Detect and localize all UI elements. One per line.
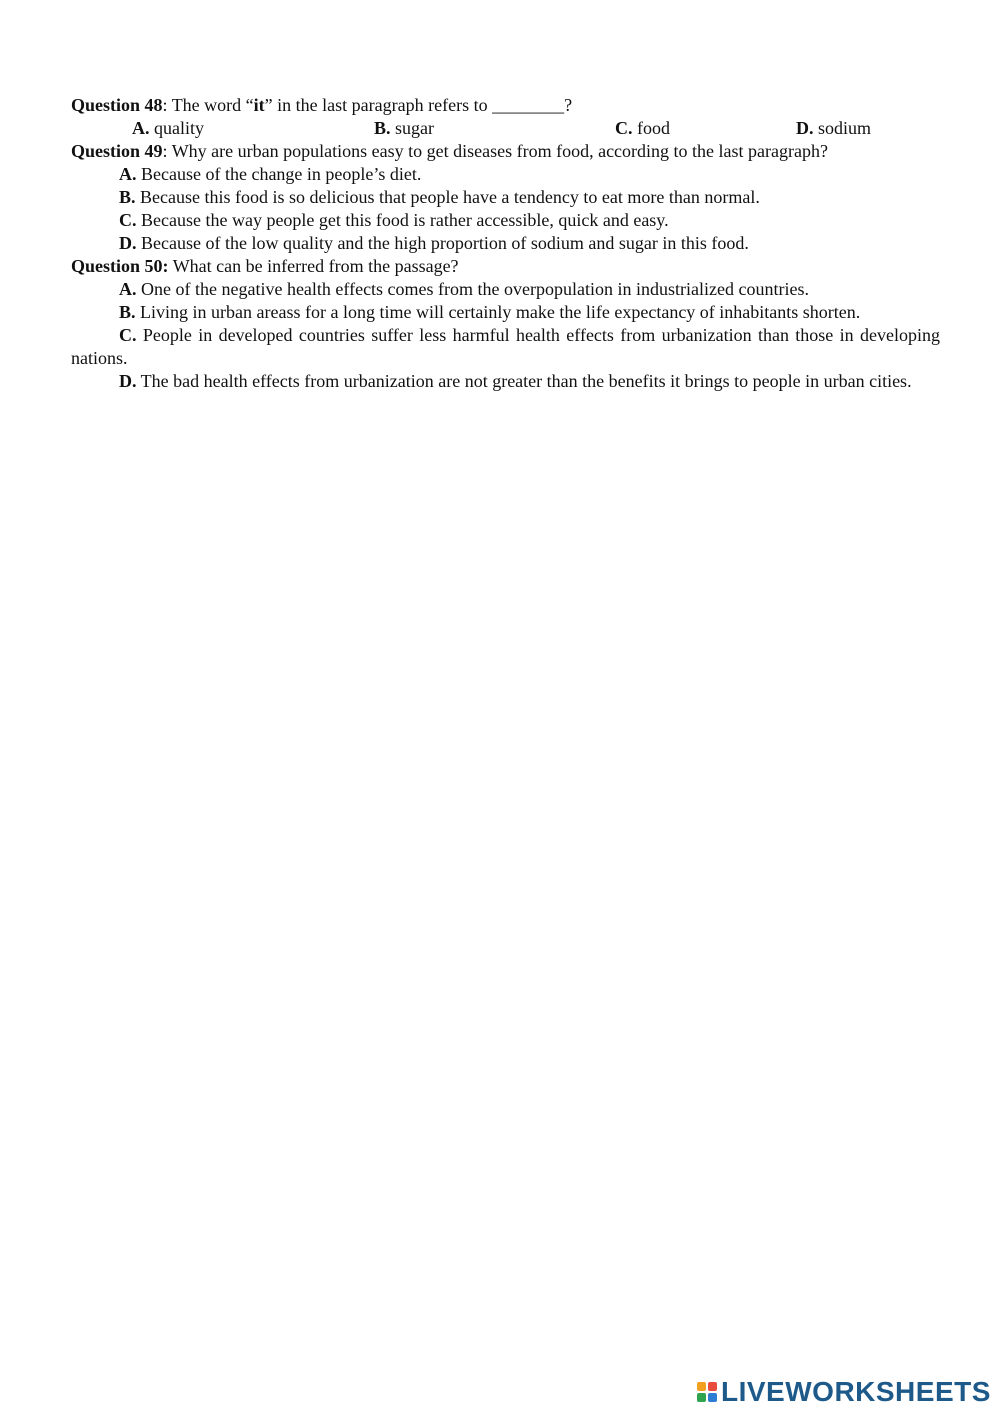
logo-mark-icon	[697, 1382, 717, 1402]
option-letter: C.	[119, 210, 137, 230]
option-text: One of the negative health effects comes from the overpopulation in industrialized countries.	[136, 279, 809, 299]
option-text: quality	[149, 118, 204, 138]
question-50-option-d[interactable]	[71, 370, 940, 393]
option-letter: D.	[796, 118, 814, 138]
question-48-option-b[interactable]	[374, 117, 434, 140]
question-50-label: Question 50:	[71, 256, 169, 276]
logo-text: LIVEWORKSHEETS	[721, 1376, 991, 1407]
option-text: sodium	[813, 118, 872, 138]
question-49-text: : Why are urban populations easy to get diseases from food, according to the last paragraph?	[162, 141, 828, 161]
option-text: Because the way people get this food is rather accessible, quick and easy.	[136, 210, 669, 230]
question-50-option-a[interactable]	[71, 278, 940, 301]
option-letter: D.	[119, 371, 137, 391]
option-letter: B.	[374, 118, 391, 138]
question-49-option-a[interactable]	[71, 163, 940, 186]
question-48-options	[71, 117, 940, 140]
option-text: Because of the low quality and the high proportion of sodium and sugar in this food.	[136, 233, 749, 253]
option-text: food	[632, 118, 670, 138]
question-48-label: Question 48	[71, 95, 163, 115]
option-letter: A.	[119, 164, 137, 184]
question-48	[71, 94, 940, 117]
option-text: sugar	[390, 118, 435, 138]
option-text: The bad health effects from urbanization are not greater than the benefits it brings to people in urban cities.	[136, 371, 912, 391]
option-text: Living in urban areass for a long time will certainly make the life expectancy of inhabitants shorten.	[135, 302, 861, 322]
liveworksheets-logo	[697, 1377, 991, 1407]
option-letter: A.	[119, 279, 137, 299]
worksheet-content	[71, 94, 940, 393]
question-50-text: What can be inferred from the passage?	[168, 256, 459, 276]
question-48-text-before: : The word “	[162, 95, 254, 115]
option-letter: B.	[119, 302, 136, 322]
question-49-option-b[interactable]	[71, 186, 940, 209]
question-48-option-d[interactable]	[796, 117, 871, 140]
option-letter: C.	[119, 325, 137, 345]
question-48-text-after: ” in the last paragraph refers to ________?	[264, 95, 573, 115]
question-50	[71, 255, 940, 278]
question-48-option-a[interactable]	[132, 117, 204, 140]
question-49-label: Question 49	[71, 141, 163, 161]
option-text: Because this food is so delicious that people have a tendency to eat more than normal.	[135, 187, 760, 207]
question-49-option-d[interactable]	[71, 232, 940, 255]
question-50-option-c[interactable]	[71, 324, 940, 370]
question-48-keyword: it	[253, 95, 265, 115]
option-letter: D.	[119, 233, 137, 253]
question-49-option-c[interactable]	[71, 209, 940, 232]
option-letter: B.	[119, 187, 136, 207]
option-letter: C.	[615, 118, 633, 138]
question-49	[71, 140, 940, 163]
question-48-option-c[interactable]	[615, 117, 670, 140]
option-text: Because of the change in people’s diet.	[136, 164, 422, 184]
option-letter: A.	[132, 118, 150, 138]
option-text: People in developed countries suffer less harmful health effects from urbanization than those in developing nations.	[71, 325, 940, 368]
question-50-option-b[interactable]	[71, 301, 940, 324]
